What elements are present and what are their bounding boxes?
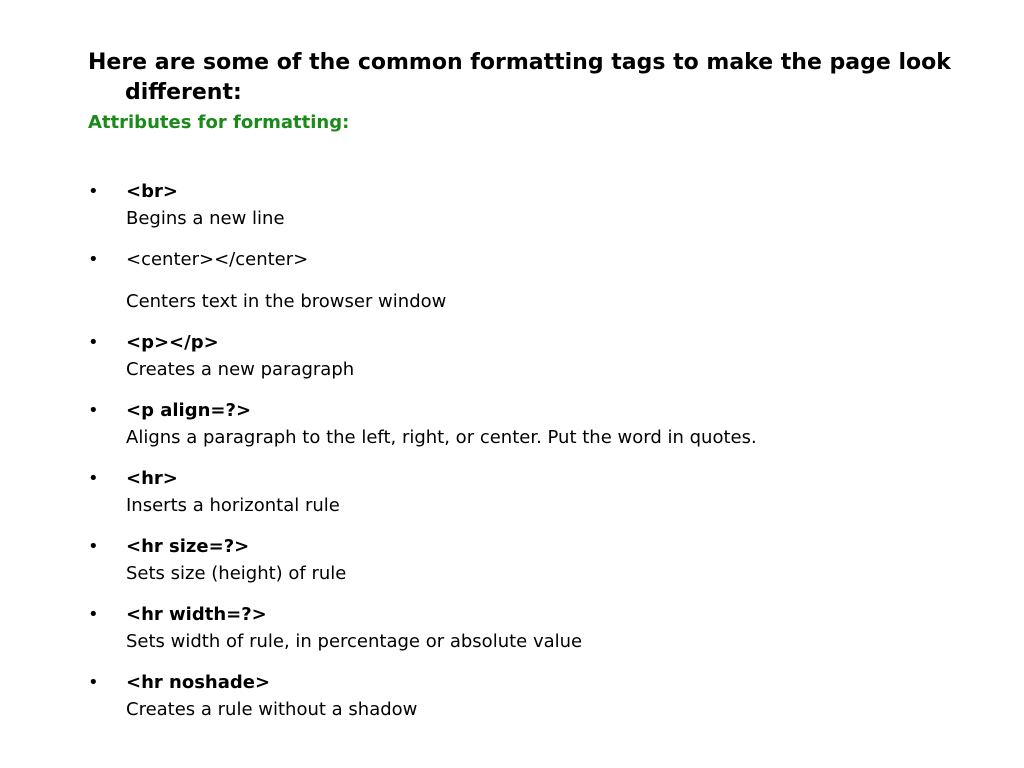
tag-description: Aligns a paragraph to the left, right, or center. Put the word in quotes. [126, 427, 757, 448]
bullet-icon: • [88, 468, 99, 489]
list-item-hr [88, 465, 988, 519]
slide-content [88, 48, 988, 737]
tag-description: Creates a new paragraph [126, 359, 355, 380]
bullet-icon: • [88, 181, 99, 202]
list-item-hr-width [88, 601, 988, 655]
bullet-icon: • [88, 249, 99, 270]
tag-description: Creates a rule without a shadow [126, 699, 418, 720]
tag-name: <center></center> [126, 249, 309, 270]
bullet-icon: • [88, 400, 99, 421]
bullet-icon: • [88, 332, 99, 353]
list-item-center [88, 246, 988, 315]
list-item-hr-noshade [88, 669, 988, 723]
tag-list [88, 178, 988, 723]
list-item-p-align [88, 397, 988, 451]
tag-description: Sets width of rule, in percentage or absolute value [126, 631, 583, 652]
tag-name: <br> [126, 181, 178, 202]
tag-name: <hr size=?> [126, 536, 250, 557]
bullet-icon: • [88, 536, 99, 557]
section-subheading: Attributes for formatting: [88, 112, 350, 133]
bullet-icon: • [88, 604, 99, 625]
page-title: Here are some of the common formatting tags to make the page look different: [88, 50, 951, 105]
tag-name: <hr width=?> [126, 604, 267, 625]
tag-description: Centers text in the browser window [126, 291, 447, 312]
bullet-icon: • [88, 672, 99, 693]
tag-description: Begins a new line [126, 208, 285, 229]
tag-description: Inserts a horizontal rule [126, 495, 340, 516]
tag-name: <hr> [126, 468, 178, 489]
list-item-p [88, 329, 988, 383]
tag-description: Sets size (height) of rule [126, 563, 347, 584]
list-item-br [88, 178, 988, 232]
tag-name: <p align=?> [126, 400, 252, 421]
tag-name: <p></p> [126, 332, 219, 353]
list-item-hr-size [88, 533, 988, 587]
tag-name: <hr noshade> [126, 672, 271, 693]
